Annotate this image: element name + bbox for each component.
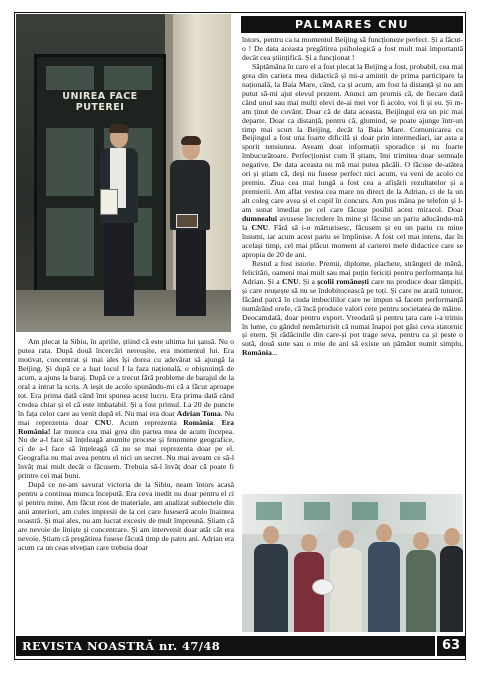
photo-door-sign: UNIREA FACE PUTEREI	[62, 91, 138, 113]
paragraph: Restul a fost istorie. Premii, diplome, plachete, strângeri de mână, felicitări, oameni mai mult sau mai puțin fericiți pentru performanța lui Adrian. Și a CNU. Și a școlii românești care nu produce doar tâmpiți, și care reușește să nu se îndobitocească pe toți. Și care ne arată tuturor, făcând parcă în ciuda imbecililor care ne impun să facem performanță numărând oreIe, că încă produce valori cere pentru societatea de mâine. Deocamdată, doar pentru export. Vreodată și pentru țara care i-a trimis în lume, cu gândul nemărturisit că numai înapoi pot găsi ceva statornic și etern. Și rădăcinile din care-și pot trage seva, pentru ca și peste o sută, două sute sau o mie de ani să existe un pământ numit simplu, România...	[242, 258, 463, 358]
paragraph: Săptămâna în care el a fost plecat la Beijing a fost, probabil, cea mai grea din cariera mea didactică și mi-a amintit de prima participare la națională, la Baia Mare, când, ca și acum, am fost la distanță și nu am putut să-mi ajut elevul prezent. Atunci am promis că, de fiecare dată când unul sau mai mulți elevi de-ai mei vor fi acolo, voi fi și eu. Și m-am ținut de cuvânt. Doar că de data aceasta, Beijingul era un pic mai departe. Doar ca distanță, pentru că, glumind, se poate ajunge într-un timp mai scurt la Beijing, decât la Baia Mare. Comunicarea cu Beijingul a fost una foarte dificilă și doar prin intermediari, iar asta a sporit tensiunea. Aveam doar informații sporadice și nu foarte îmbucurătoare. Perfecționist cum îl știam, îmi trimitea doar semnale negative. De data aceasta nu mă mai putea păcăli. O făcuse de-atâtea ori și știam că, deși nu fusese perfect nici acum, va veni de acolo cu premiu. Ziua cea mai lungă a fost cea a afișării rezultatelor și a premierii. Am aflat vestea cea mare nu direct de la Adrian, ci de la un alt coleg care avea și el copil în concurs. Am pus mâna pe telefon și l-am sunat imediat pe cel care făcuse posibil acest miracol. Doar dumnealui avusese încredere în mine și făcuse un pariu aducându-mă la CNU. Fără să i-o mărturisesc, făcusem și eu un pariu cu mine însumi, iar acum acest pariu se împlinise. A fost cel mai intens, dar în același timp, cel mai plăcut moment al carierei mele didactice care se apropia de 20 de ani.	[242, 61, 463, 259]
paragraph: Am plecat la Sibiu, în aprilie, știind că este ultima lui șansă. Nu o putea rata. După două încercări nereușite, era momentul lui. Era motivat, concentrat și mai ales își dorea cu adevărat să ajungă la Beijing. Și după ce a luat locul I la faza națională, o obișnuință de acum, a ajuns la baraj. După ce a trecut fără probleme de barajul de la oral a intrat la scris. A ieșit de acolo spunându-mi că a făcut aproape tot. Era prima dată când îmi spunea acest lucru. Era prima dată când credea chiar și el că este imbatabil. Și a fost primul. La 20 de puncte în fața celor care au venit după el. Nu mai era doar Adrian Toma. Nu mai reprezenta doar CNU. Acum reprezenta România. Era România! Iar munca cea mai grea din partea mea de acum începea. Nu de a-l face să înțeleagă anumite procese și fenomene geografice, ci de a-l face să înțeleagă că nu se mai reprezenta doar pe el. Geografia nu mai avea pentru el nici un secret. Nu mai aveam ce să-l învăț mai mult decât o făcusem. Trebuia să-l învăț doar că poate fi printre cei mai buni.	[18, 337, 234, 481]
section-header	[241, 16, 463, 33]
page-number: 63	[435, 636, 465, 656]
photo-diploma	[100, 189, 118, 215]
photo-group	[242, 494, 463, 632]
footer	[16, 636, 465, 656]
article-column-left	[18, 338, 234, 553]
photo-award-winners	[16, 14, 231, 332]
photo-plaque	[176, 214, 198, 228]
article-column-right	[242, 36, 463, 358]
photo-flowers	[312, 579, 334, 595]
journal-title: REVISTA NOASTRĂ nr. 47/48	[22, 639, 221, 653]
section-title: PALMARES CNU	[295, 18, 409, 31]
paragraph: întors, pentru ca ta momentul Beijing să funcționeze perfect. Și a făcut-o ! De data aceasta pregătirea psihologică a fost mult mai importantă decât cea științifică. Și a funcționat !	[242, 35, 463, 62]
paragraph: După ce ne-am savurat victoria de la Sibiu, neam întors acasă pentru a continua munca începută. Era ceva inedit nu doar pentru el ci și pentru mine. Am făcut rost de materiale, am analizat subiectele din anii anteriori, am cules impresii de la cei care fuseseră acolo înaintea noastră. Și mai ales, nu am lucrat excesiv de mult împreună. Știam că are nevoie de liniște și concentrare. Și am intervenit doar atât cât era nevoie. Știam că pregătirea fusese făcută timp de patru ani. Adrian era acum ca un ceas elvețian care trebuia doar	[18, 480, 234, 552]
